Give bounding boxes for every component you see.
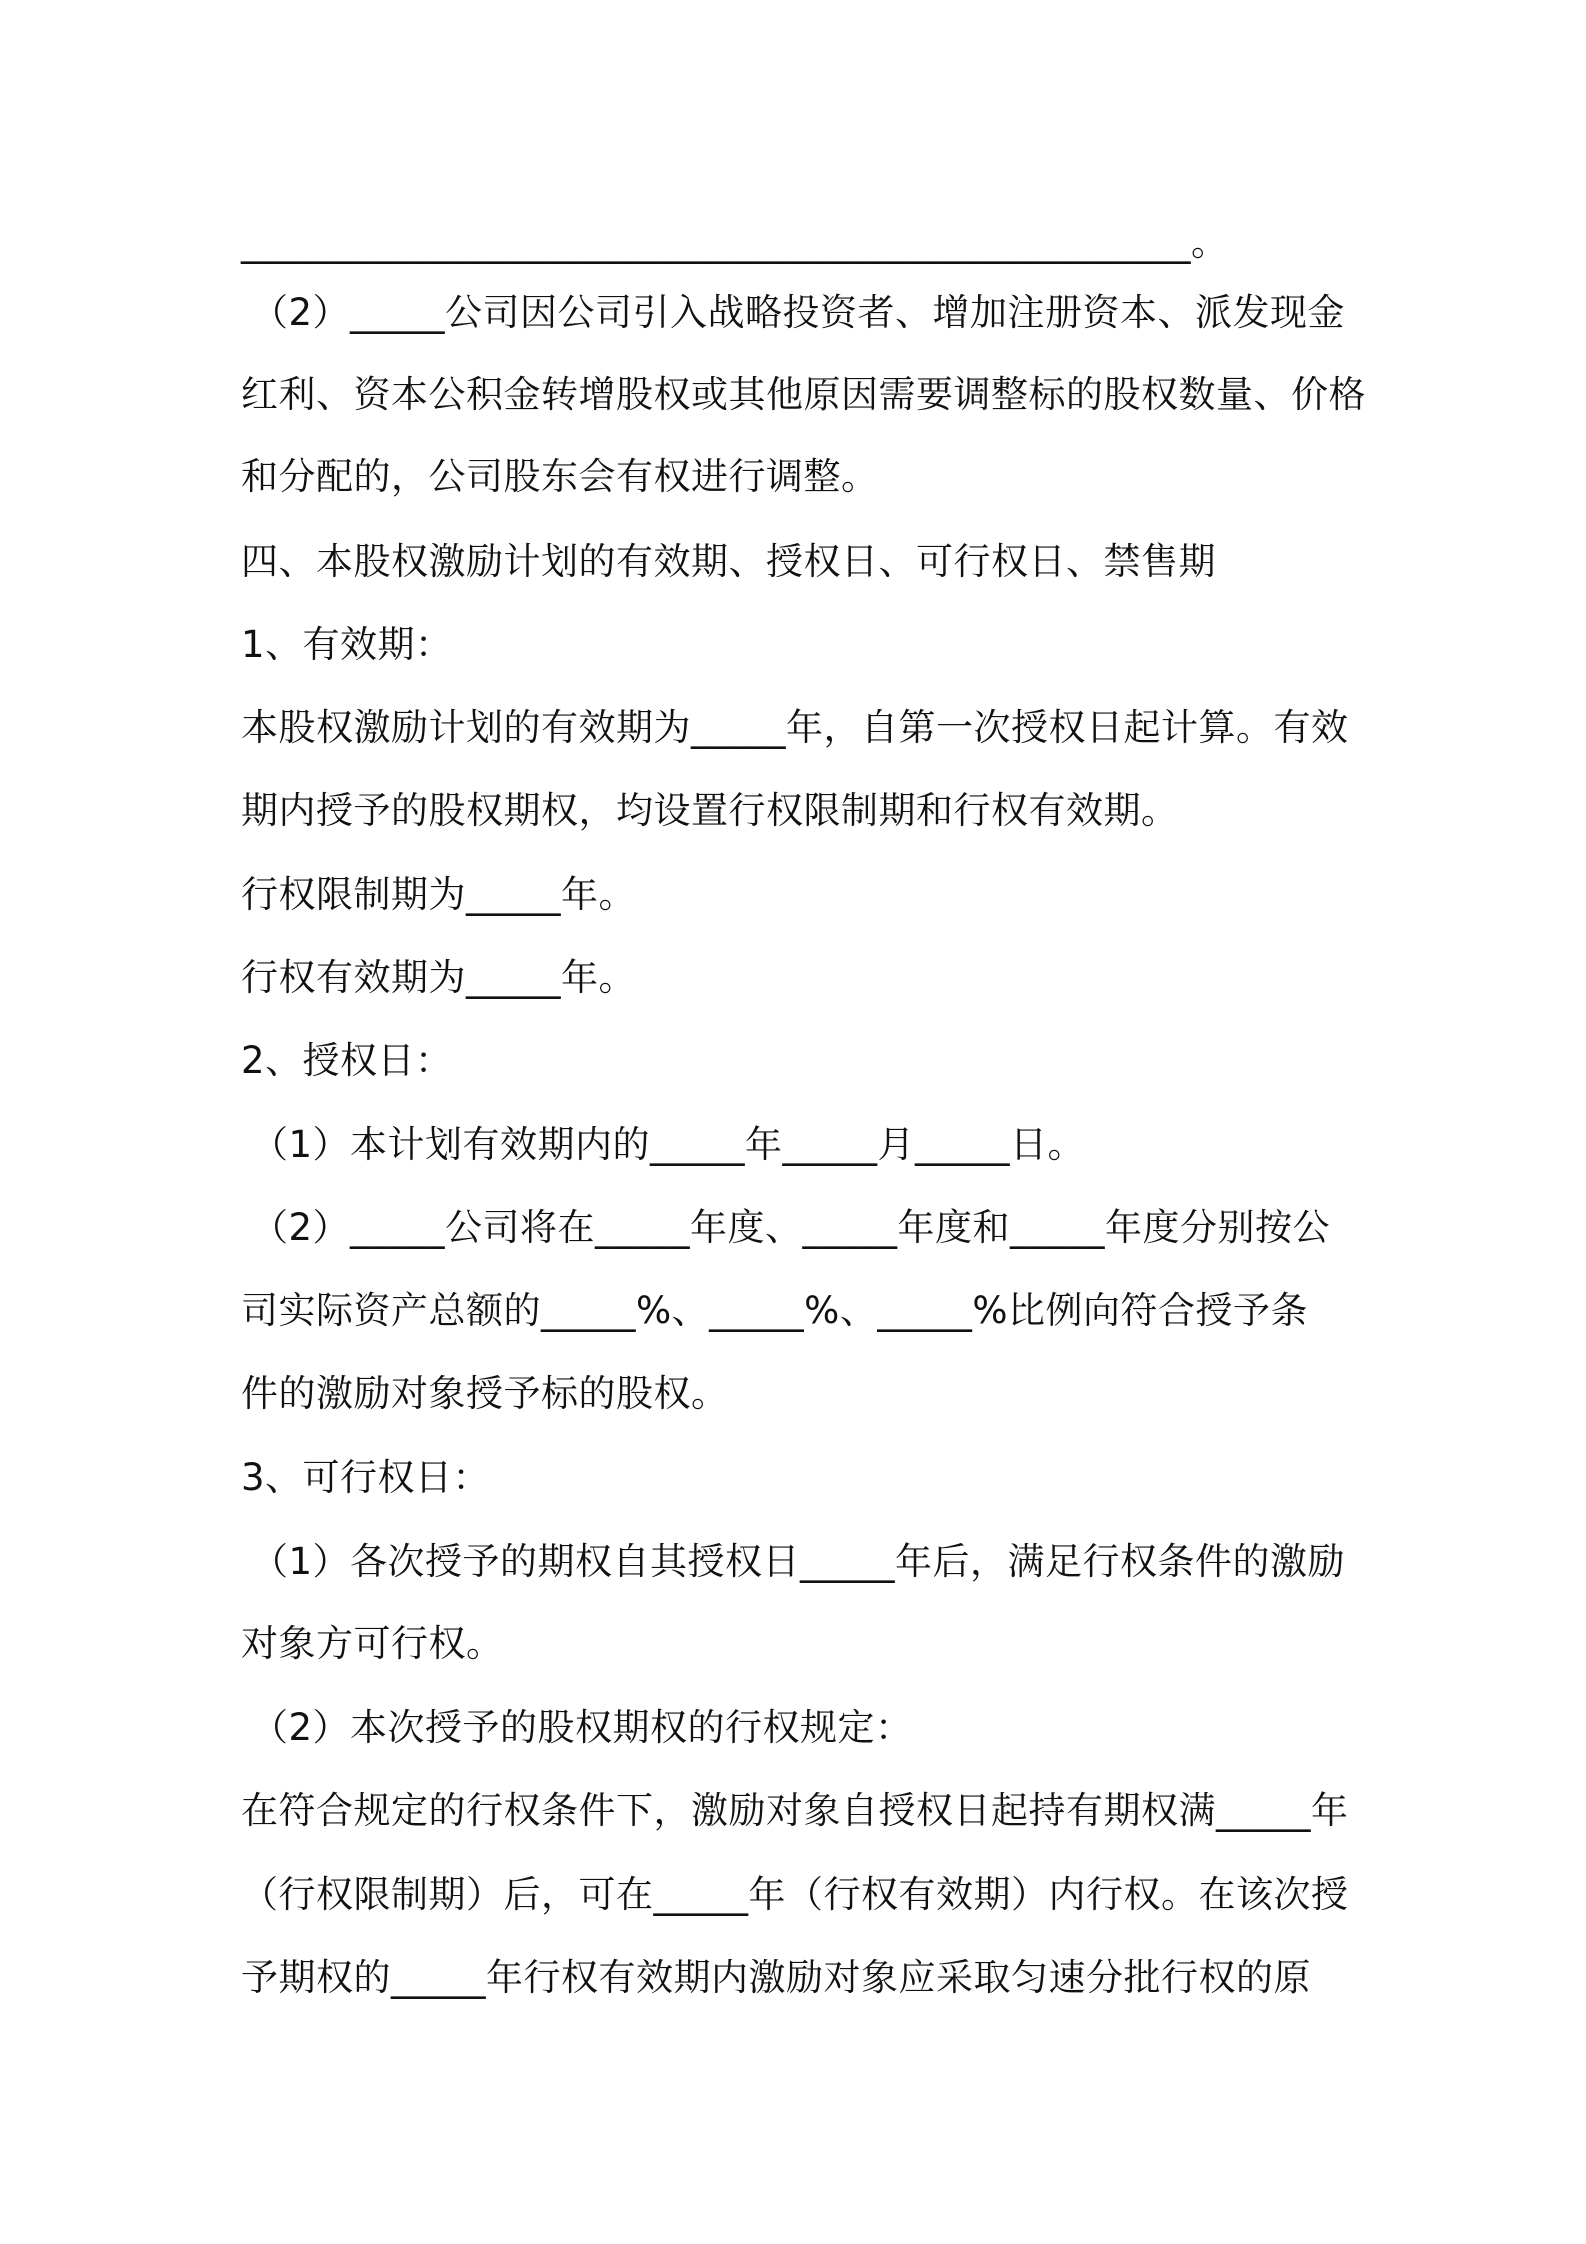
- text-line: 红利、资本公积金转增股权或其他原因需要调整标的股权数量、价格: [241, 373, 1366, 416]
- text-line: 期内授予的股权期权，均设置行权限制期和行权有效期。: [241, 789, 1179, 832]
- text-line: 对象方可行权。: [241, 1622, 504, 1665]
- text-line: （2）本次授予的股权期权的行权规定：: [251, 1706, 913, 1749]
- text-line: 件的激励对象授予标的股权。: [241, 1372, 729, 1415]
- text-line: （1）本计划有效期内的_____年_____月_____日。: [251, 1123, 1086, 1166]
- text-line: 和分配的，公司股东会有权进行调整。: [241, 455, 879, 498]
- text-line: （2）_____公司因公司引入战略投资者、增加注册资本、派发现金: [251, 291, 1346, 334]
- text-line: 在符合规定的行权条件下，激励对象自授权日起持有期权满_____年: [241, 1789, 1349, 1832]
- subheading: 1、有效期：: [241, 623, 453, 666]
- text-line: （2）_____公司将在_____年度、_____年度和_____年度分别按公: [251, 1206, 1331, 1249]
- text-line: 行权限制期为_____年。: [241, 873, 636, 916]
- text-line: 予期权的_____年行权有效期内激励对象应采取匀速分批行权的原: [241, 1956, 1311, 1999]
- text-line: 司实际资产总额的_____%、_____%、_____%比例向符合授予条: [241, 1289, 1308, 1332]
- subheading: 3、可行权日：: [241, 1456, 491, 1499]
- text-line: （1）各次授予的期权自其授权日_____年后，满足行权条件的激励: [251, 1540, 1346, 1583]
- text-line: 行权有效期为_____年。: [241, 956, 636, 999]
- subheading: 2、授权日：: [241, 1039, 453, 1082]
- text-line: __________________________________________________。: [241, 221, 1229, 264]
- text-line: 本股权激励计划的有效期为_____年，自第一次授权日起计算。有效: [241, 706, 1349, 749]
- text-line: （行权限制期）后，可在_____年（行权有效期）内行权。在该次授: [241, 1873, 1349, 1916]
- section-heading: 四、本股权激励计划的有效期、授权日、可行权日、禁售期: [241, 540, 1216, 583]
